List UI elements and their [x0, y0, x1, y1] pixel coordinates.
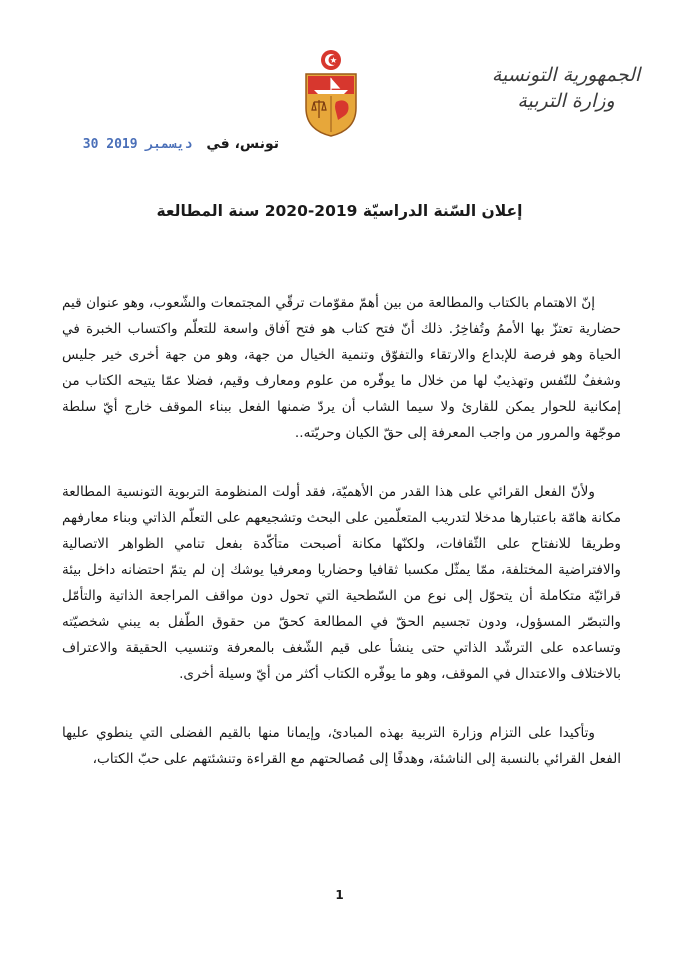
document-title: إعلان السّنة الدراسيّة 2019-2020 سنة المطالعة: [156, 202, 523, 220]
paragraph-3: وتأكيدا على التزام وزارة التربية بهذه المبادئ، وإيمانا منها بالقيم الفضلى التي ينطوي عليها الفعل القرائي بالنسبة إلى الناشئة، وهدفًا إلى مُصالحتهم مع القراءة وتنشئتهم على حبّ الكتاب،: [62, 725, 621, 767]
document-body: [62, 290, 621, 805]
ministry-name: وزارة التربية: [517, 90, 615, 112]
republic-name: الجمهورية التونسية: [491, 64, 641, 86]
ministry-header: [491, 64, 641, 112]
paragraph-1: إنّ الاهتمام بالكتاب والمطالعة من بين أهمّ مقوّمات ترقّي المجتمعات والشّعوب، وهو عنوان قيم حضارية تعتزّ بها الأممُ وتُفاخِرُ. ذلك أنّ فتح كتاب هو فتح آفاق واسعة للتعلّم واكتساب الخبرة في الحياة وهو فرصة للإبداع والارتقاء والتفوّق وتنمية الخيال من جهة، وهو من جهة أخرى خير جليس وشغفٌ للنّفس وتهذيبٌ لها من خلال ما يوفّره من علوم ومعارف وقيم، فضلا عمّا يتيحه الكتاب من إمكانية للحوار يمكن للقارئ ولا سيما الشاب أن يردّ ضمنها الفعل ببناء الموقف خارج أيّ سلطة موجّهة والمرور من واجب المعرفة إلى حقّ الكيان وحريّته..: [62, 295, 621, 441]
date-label: تونس، في: [206, 136, 279, 152]
page-number: 1: [335, 888, 344, 902]
tunisia-coat-of-arms-icon: [300, 48, 362, 138]
paragraph-2: ولأنّ الفعل القرائي على هذا القدر من الأهميّة، فقد أولت المنظومة التربوية التونسية المطالعة مكانة هامّة باعتبارها مدخلا لتدريب المتعلّمين على البحث وتشجيعهم على التعلّم الذاتي وبناء معارفهم وطريقا للانفتاح على الثّقافات، ولكنّها مكانة أصبحت متأكّدة بفعل تنامي الظواهر الاتصالية والافتراضية المختلفة، ممّا يمثّل مكسبا ثقافيا وحضاريا ومعرفيا يوشك إن لم يتمّ احتضانه داخل بيئة قرائيّة متكاملة أن يتحوّل إلى نوع من السّطحية التي تحول دون مواقف المراجعة الذاتية والتأمّل والتبصّر المسؤول، ودون تجسيم الحقّ في المطالعة كحقّ من حقوق الطّفل به يبني شخصيّته وتساعده على الترشّد الذاتي حتى ينشأ على قيم الشّغف بالمعرفة وتنسيب الحقيقة والاعتراف بالاختلاف والاعتدال في الموقف، وهو ما يوفّره الكتاب أكثر من أيّ وسيلة أخرى.: [62, 484, 621, 682]
emblem-ship-hull: [314, 90, 348, 94]
date-line: [83, 136, 279, 152]
date-stamp: 30 ديسمبر 2019: [82, 137, 193, 152]
